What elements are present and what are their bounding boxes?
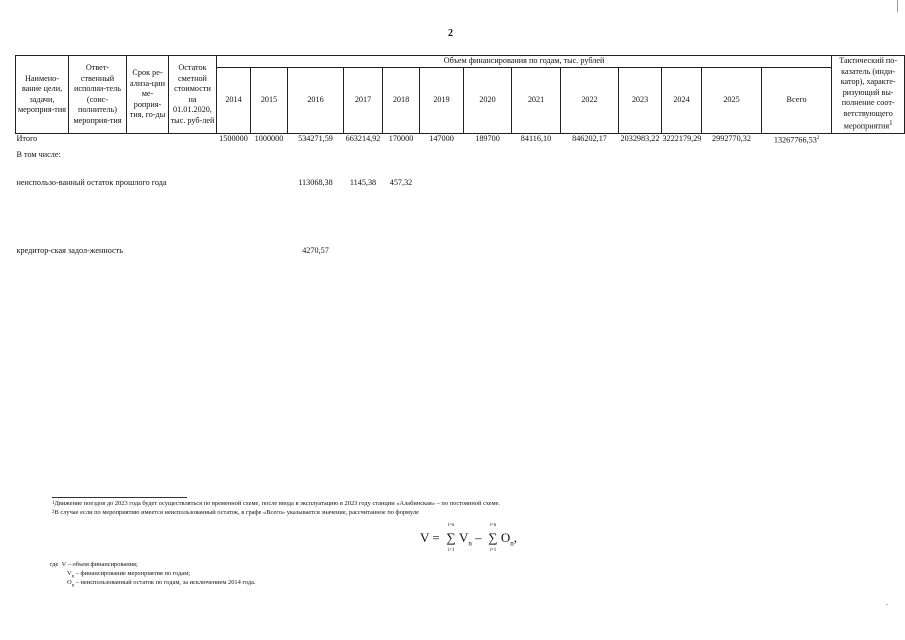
sum-bottom: i=1: [447, 548, 455, 553]
total-sup: 2: [816, 136, 820, 141]
cell-value: 189700: [464, 134, 512, 150]
formula-minus: –: [475, 530, 482, 545]
cell-value: 1145,38: [349, 177, 377, 187]
sum-symbol-2: i=n ∑ i=1: [488, 523, 498, 553]
cell-value: 113068,38: [298, 177, 333, 187]
year-header: 2024: [662, 68, 702, 134]
table-row-total: [16, 134, 905, 150]
scan-speck: .: [886, 598, 888, 607]
page-edge-mark: [897, 0, 904, 12]
header-tactical-text: Тактический по-казатель (инди-катор), характе-ризующий вы-полнение соот-ветствующего мероприятия: [839, 56, 898, 132]
where-text-1: V – объем финансирования;: [61, 561, 138, 568]
cell-value: 457,32: [389, 177, 413, 187]
cell-value: 2992770,32: [702, 134, 762, 150]
formula-term2-sub: n: [510, 539, 514, 548]
year-header: 2025: [702, 68, 762, 134]
header-term: Срок ре-ализа-ции ме-роприя-тия, го-ды: [127, 56, 169, 134]
year-header: 2022: [561, 68, 619, 134]
where-sub-2: n: [71, 574, 75, 580]
total-header: Всего: [762, 68, 832, 134]
where-line-3: [67, 579, 256, 590]
formula-term1-sub: n: [468, 539, 472, 548]
footnote-1: [52, 500, 500, 508]
year-header: 2015: [251, 68, 288, 134]
cell-value: 147000: [420, 134, 464, 150]
year-header: 2018: [383, 68, 420, 134]
cell-total: [762, 134, 832, 150]
footnote-divider: [52, 497, 187, 498]
sum-symbol-1: i=n ∑ i=1: [446, 523, 456, 553]
formula: [420, 523, 518, 553]
cell-value: 846202,17: [561, 134, 619, 150]
year-header: 2023: [619, 68, 662, 134]
formula-term1: V: [459, 530, 469, 545]
table-row-payables: [16, 246, 905, 286]
sum-top: i=n: [447, 523, 455, 528]
where-intro: где: [50, 561, 59, 568]
header-responsible: Ответ-ственный исполни-тель (соис-полнитель) мероприя-тия: [69, 56, 127, 134]
cell-value: 534271,59: [288, 134, 344, 150]
year-header: 2014: [217, 68, 251, 134]
footnote-2-text: В случае если по мероприятию имеется неиспользованный остаток, в графе «Всего» указывается значение, рассчитанное по формуле: [54, 509, 419, 516]
financing-table: [15, 55, 905, 286]
header-tactical-indicator: [832, 56, 905, 134]
formula-term2: O: [500, 530, 511, 545]
formula-lhs: V =: [420, 530, 440, 545]
cell-value: 170000: [383, 134, 420, 150]
sum-bottom: i=1: [489, 548, 497, 553]
header-tactical-sup: 1: [889, 120, 893, 128]
cell-value: 1000000: [251, 134, 288, 150]
where-sub-3: n: [71, 583, 75, 589]
year-header: 2016: [288, 68, 344, 134]
footnote-2-sup: 2: [52, 510, 55, 515]
footnote-1-text: Движение поездов до 2023 года будет осуществляться по временной схеме, после ввода в эксплуатацию в 2023 году станции «Алабинская» – по постоянной схеме.: [54, 500, 501, 507]
cell-value: 84116,10: [512, 134, 561, 150]
row-label: кредитор-ская задол-женность: [16, 245, 123, 255]
cell-value: 3222179,29: [662, 134, 702, 150]
year-header: 2021: [512, 68, 561, 134]
year-header: 2020: [464, 68, 512, 134]
page-number: 2: [448, 28, 453, 39]
total-value: 13267766,53: [773, 135, 817, 145]
where-sym-2: V: [67, 570, 72, 577]
where-line-1: [50, 561, 138, 569]
where-text-3: – неиспользованный остаток по годам, за исключением 2014 года.: [74, 579, 256, 586]
cell-value: 663214,92: [344, 134, 383, 150]
year-header: 2019: [420, 68, 464, 134]
cell-value: 4270,57: [302, 245, 329, 255]
row-label: неиспользо-ванный остаток прошлого года: [16, 177, 167, 187]
footnote-2: [52, 509, 419, 517]
footnote-1-sup: 1: [52, 501, 55, 506]
row-label: В том числе:: [16, 149, 61, 159]
header-name: Наимено-вание цели, задачи, мероприя-тия: [16, 56, 69, 134]
row-label: Итого: [16, 134, 69, 150]
formula-tail: ,: [513, 530, 518, 545]
sum-top: i=n: [489, 523, 497, 528]
table-row-unused-remainder: [16, 178, 905, 246]
year-header: 2017: [344, 68, 383, 134]
header-financing-group: Объем финансирования по годам, тыс. рублей: [217, 56, 832, 68]
cell-value: 1500000: [217, 134, 251, 150]
cell-value: 2032983,22: [619, 134, 662, 150]
where-sym-3: O: [67, 579, 72, 586]
table-row-including: [16, 150, 905, 178]
where-text-2: – финансирование мероприятия по годам;: [74, 570, 191, 577]
header-remaining-cost: Остаток сметной стоимости на 01.01.2020, тыс. руб-лей: [169, 56, 217, 134]
